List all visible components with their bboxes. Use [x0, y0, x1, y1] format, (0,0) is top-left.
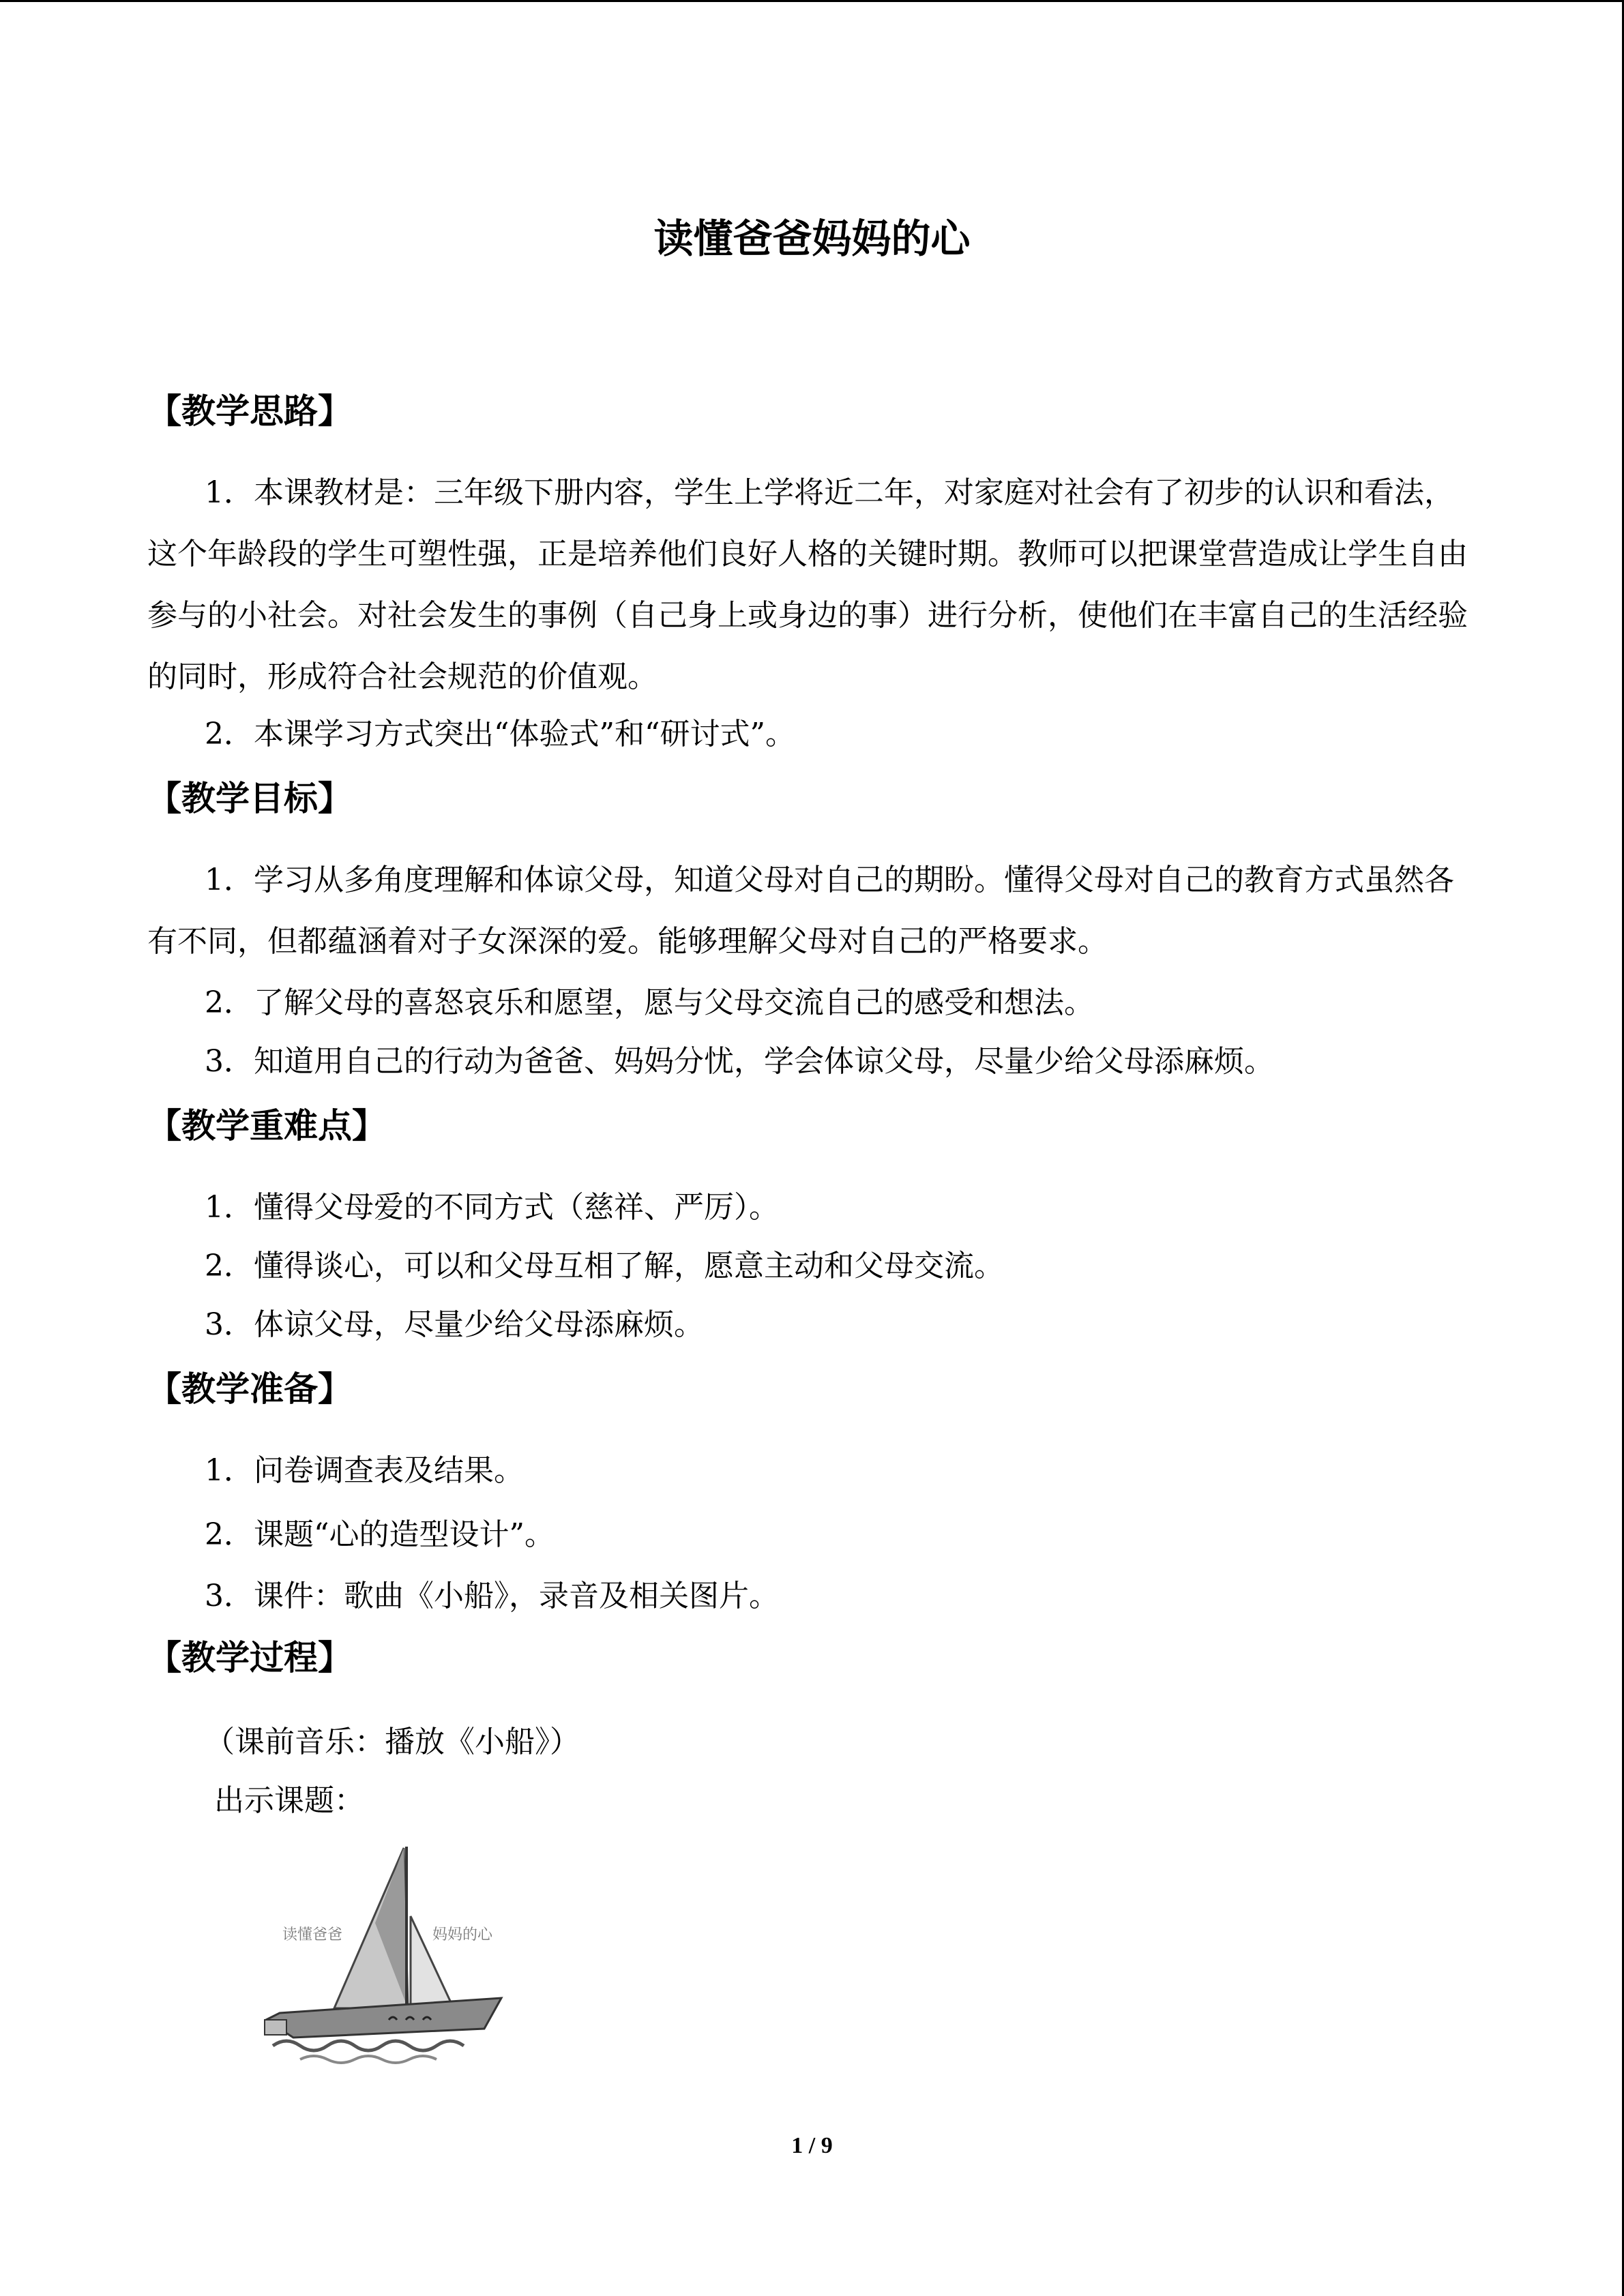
section-heading-preparation: 【教学准备】 — [147, 1369, 352, 1409]
thinking-paragraph-2: 2．本课学习方式突出“体验式”和“研讨式”。 — [205, 717, 795, 751]
goals-paragraph-1: 1．学习从多角度理解和体谅父母，知道父母对自己的期盼。懂得父母对自己的教育方式虽然各有不同，但都蕴涵着对子女深深的爱。能够理解父母对自己的严格要求。 — [147, 863, 1454, 959]
section-heading-process: 【教学过程】 — [147, 1638, 352, 1678]
preparation-paragraph-2: 2．课题“心的造型设计”。 — [205, 1517, 555, 1552]
key-points-paragraph-3: 3．体谅父母，尽量少给父母添麻烦。 — [205, 1307, 704, 1342]
process-paragraph-2: 出示课题： — [214, 1783, 364, 1818]
section-heading-key-points: 【教学重难点】 — [147, 1106, 386, 1146]
page-number: 1 / 9 — [791, 2133, 833, 2158]
goals-paragraph-3: 3．知道用自己的行动为爸爸、妈妈分忧，学会体谅父母，尽量少给父母添麻烦。 — [205, 1044, 1274, 1079]
process-paragraph-1: （课前音乐：播放《小船》） — [205, 1725, 580, 1759]
sail-label-right: 妈妈的心 — [432, 1926, 493, 1943]
document-title: 读懂爸爸妈妈的心 — [653, 215, 971, 262]
section-heading-goals: 【教学目标】 — [147, 779, 352, 818]
goals-paragraph-2: 2．了解父母的喜怒哀乐和愿望，愿与父母交流自己的感受和想法。 — [205, 985, 1094, 1020]
sailboat-icon — [252, 1841, 525, 2066]
page-border-top — [0, 0, 1624, 2]
preparation-paragraph-1: 1．问卷调查表及结果。 — [205, 1453, 524, 1488]
sail-label-left: 读懂爸爸 — [282, 1926, 343, 1943]
sailboat-illustration — [252, 1841, 525, 2066]
key-points-paragraph-1: 1．懂得父母爱的不同方式（慈祥、严厉）。 — [205, 1190, 779, 1225]
preparation-paragraph-3: 3．课件：歌曲《小船》，录音及相关图片。 — [205, 1579, 779, 1613]
key-points-paragraph-2: 2．懂得谈心，可以和父母互相了解，愿意主动和父母交流。 — [205, 1249, 1004, 1283]
section-heading-thinking: 【教学思路】 — [147, 391, 352, 431]
thinking-paragraph-1: 1．本课教材是：三年级下册内容，学生上学将近二年，对家庭对社会有了初步的认识和看法，这个年龄段的学生可塑性强，正是培养他们良好人格的关键时期。教师可以把课堂营造成让学生自由参与的小社会。对社会发生的事例（自己身上或身边的事）进行分析，使他们在丰富自己的生活经验的同时，形成符合社会规范的价值观。 — [147, 475, 1468, 694]
